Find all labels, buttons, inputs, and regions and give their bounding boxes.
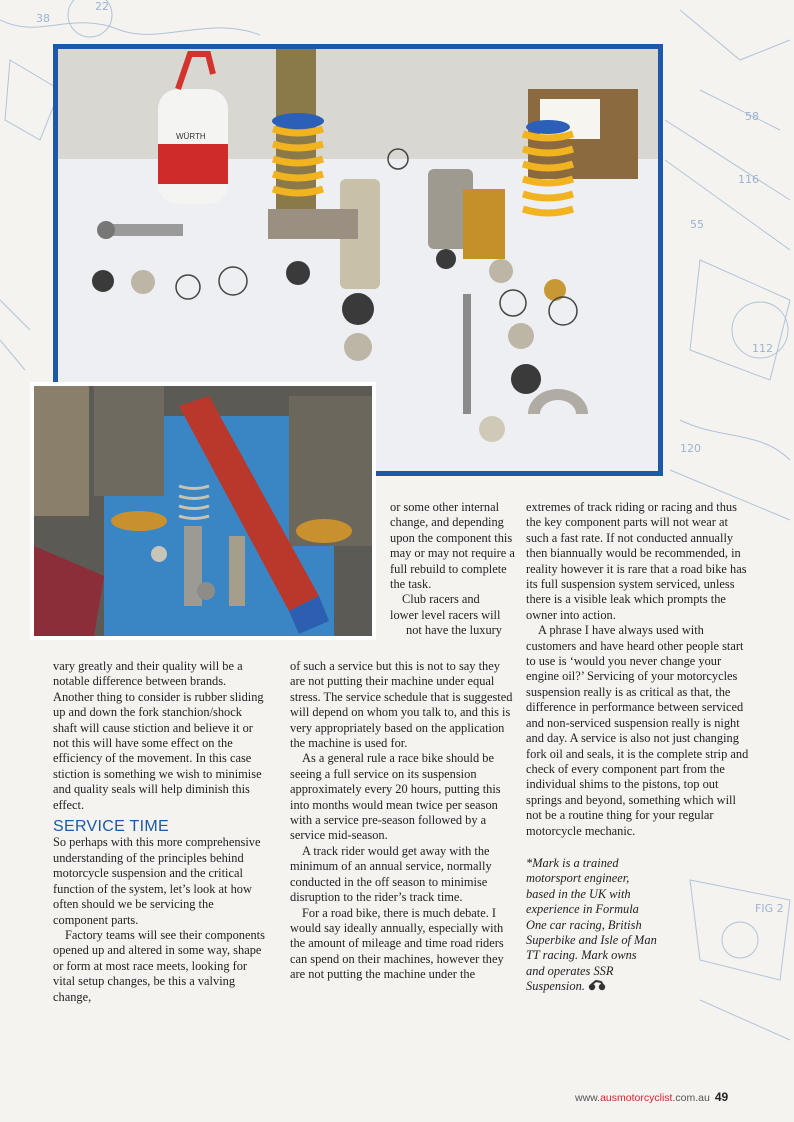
svg-text:38: 38: [36, 12, 50, 25]
body-paragraph: As a general rule a race bike should be seeing a full service on its suspension approximately every 20 hours, putting this into months would mean twice per season with a service pre-season followed by a service mid-season.: [290, 751, 501, 843]
body-paragraph: A phrase I have always used with customers and have heard other people start to use is ‘would you never change your engine oil?’ Servicing of your motorcycles suspension really is as critical as that, the difference in performance between serviced and non-serviced suspension really is night and day. A service is also not just changing fork oil and seals, it is the complete strip and check of every component part from the individual shims to the pistons, top out springs and beyond, something which will not be a routine thing for your regular motorcycle mechanic.: [526, 623, 749, 838]
column-2: [290, 659, 516, 983]
page-number: 49: [714, 1090, 729, 1104]
author-note-text: *Mark is a trained motorsport engineer, based in the UK with experience in Formula One car racing, British Superbike and Isle of Man TT racing. Mark owns and operates SSR Suspension.: [526, 855, 657, 994]
body-line: not have the luxury: [406, 623, 503, 638]
page-footer: [575, 1090, 755, 1104]
svg-text:112: 112: [752, 342, 773, 355]
body-paragraph: Factory teams will see their components opened up and altered in some way, shape or form at most race meets, looking for vital setup changes, be this a valving change,: [53, 927, 265, 1004]
body-paragraph: extremes of track riding or racing and thus the key component parts will not wear at such a fast rate. If not conducted annually then biannually would be recommended, in reality however it is rare that a road bike has its full suspension system serviced, unless there is a visible leak which prompts the owner into action.: [526, 500, 747, 622]
fork-internals-photo: [30, 382, 376, 640]
footer-url-prefix: www.: [575, 1092, 601, 1104]
svg-text:58: 58: [745, 110, 759, 123]
wurth-label: WÜRTH: [176, 132, 206, 141]
body-paragraph: A track rider would get away with the minimum of an annual service, normally conducted in the off season to minimise disruption to the rider’s track time.: [290, 843, 492, 905]
svg-text:22: 22: [95, 0, 109, 13]
body-line: lower level racers will: [390, 607, 501, 622]
body-line: Club racers and: [402, 592, 480, 607]
footer-brand: ausmotorcyclist: [600, 1092, 673, 1104]
body-paragraph: of such a service but this is not to say they are not putting their machine under equal stress. The service schedule that is suggested will depend on whom you talk to, and this is very appropriately based on the application the machine is used for.: [290, 659, 513, 751]
svg-text:FIG 2: FIG 2: [755, 902, 784, 915]
body-paragraph: vary greatly and their quality will be a notable difference between brands. Another thing to consider is rubber sliding up and down the fork stanchion/shock shaft will cause stiction and believe it or not this will have some effect on the efficiency of the movement. In this case stiction is something we wish to minimise and quality seals will help diminish this effect.: [53, 659, 264, 812]
column-3: [526, 500, 752, 996]
svg-text:55: 55: [690, 218, 704, 231]
column-2-top: [390, 500, 516, 639]
svg-text:116: 116: [738, 173, 759, 186]
end-motorcycle-icon: [588, 979, 606, 995]
body-paragraph: For a road bike, there is much debate. I would say ideally annually, especially with the amount of mileage and time road riders can spend on their machines, however they are not putting the machine under the: [290, 905, 504, 982]
section-heading: SERVICE TIME: [53, 818, 169, 836]
svg-text:120: 120: [680, 442, 701, 455]
body-paragraph: So perhaps with this more comprehensive understanding of the principles behind motorcycle suspension and the critical function of the system, let’s look at how often should we be servicing the component parts.: [53, 835, 261, 927]
footer-url-suffix: .com.au: [672, 1092, 710, 1104]
column-1: [53, 659, 267, 1005]
author-note: [526, 856, 658, 996]
body-paragraph: or some other internal change, and depending upon the component this may or may not require a full rebuild to complete the task.: [390, 500, 515, 592]
